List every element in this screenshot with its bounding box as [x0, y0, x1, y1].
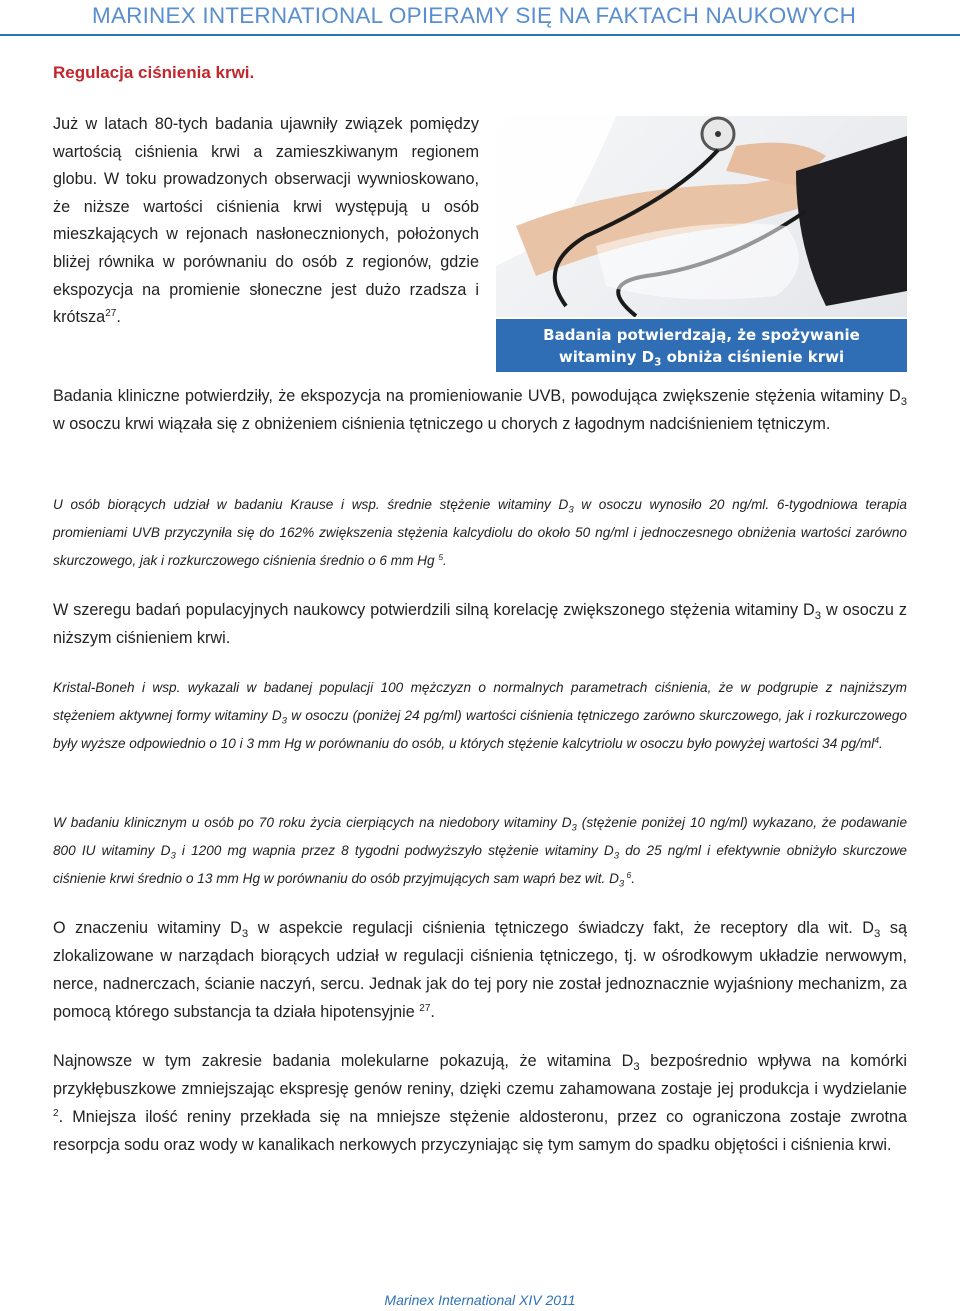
figure-caption	[496, 319, 907, 372]
caption-line-2: witaminy $D_3$ obniża ciśnienie krwi	[558, 348, 845, 369]
intro-paragraph: Już w latach 80-tych badania ujawniły związek pomiędzy wartością ciśnienia krwi a zamieszkiwanym regionem globu. W toku prowadzonych obserwacji wywnioskowano, że niższe wartości ciśnienia krwi występują u osób mieszkających w rejonach nasłonecznionych, położonych bliżej równika w porównaniu do osób z regionów, gdzie ekspozycja na promienie słoneczne jest dużo rzadsza i krótsza$^{27}$.	[53, 115, 479, 327]
paragraph-3: W szeregu badań populacyjnych naukowcy potwierdzili silną korelację zwiększonego stężenia witaminy $D_3$ w osoczu z niższym ciśnieniem krwi.	[53, 601, 907, 647]
blood-pressure-illustration	[496, 116, 907, 317]
paragraph-4: Kristal-Boneh i wsp. wykazali w badanej populacji 100 mężczyzn o normalnych parametrach ciśnienia, że w podgrupie z najniższym stężeniem aktywnej formy witaminy $D_3$ w osoczu (poniżej 24 pg/ml) wartości ciśnienia tętniczego zarówno skurczowego, jak i rozkurczowego były wyższe odpowiednio o 10 i 3 mm Hg w porównaniu do osób, u których stężenie kalcytriolu w osoczu było powyżej wartości 34 $pg/ml^4$.	[53, 680, 907, 751]
page-footer: Marinex International XIV 2011	[384, 1292, 576, 1308]
paragraph-2: U osób biorących udział w badaniu Krause i wsp. średnie stężenie witaminy $D_3$ w osoczu wynosiło 20 ng/ml. 6-tygodniowa terapia promieniami UVB przyczyniła się do 162% zwiększenia stężenia kalcydiolu do około 50 ng/ml i jednoczesnego obniżenia wartości zarówno skurczowego, jak i rozkurczowego ciśnienia średnio o 6 mm Hg $^5$.	[53, 497, 907, 568]
paragraph-7: Najnowsze w tym zakresie badania molekularne pokazują, że witamina $D_3$ bezpośrednio wpływa na komórki przykłębuszkowe zmniejszając ekspresję genów reniny, dzięki czemu zahamowana zostaje jej produkcja i wydzielanie $^2$. Mniejsza ilość reniny przekłada się na mniejsze stężenie aldosteronu, przez co ograniczona zostaje zwrotna resorpcja sodu oraz wody w kanalikach nerkowych przyczyniając się tym samym do spadku objętości i ciśnienia krwi.	[53, 1052, 907, 1154]
paragraph-1: Badania kliniczne potwierdziły, że ekspozycja na promieniowanie UVB, powodująca zwiększenie stężenia witaminy $D_3$ w osoczu krwi wiązała się z obniżeniem ciśnienia tętniczego u chorych z łagodnym nadciśnieniem tętniczym.	[53, 387, 907, 433]
paragraph-5: W badaniu klinicznym u osób po 70 roku życia cierpiących na niedobory witaminy $D_3$ (stężenie poniżej 10 ng/ml) wykazano, że podawanie 800 IU witaminy $D_3$ i 1200 mg wapnia przez 8 tygodni podwyższyło stężenie witaminy $D_3$ do 25 ng/ml i efektywnie obniżyło skurczowe ciśnienie krwi średnio o 13 mm Hg w porównaniu do osób przyjmujących sam wapń bez wit. $D_3$ $^6$.	[53, 815, 907, 890]
header-title: MARINEX INTERNATIONAL OPIERAMY SIĘ NA FAKTACH NAUKOWYCH	[92, 3, 857, 28]
section-title: Regulacja ciśnienia krwi.	[53, 63, 255, 82]
page-header	[0, 0, 960, 36]
gauge-center-shape	[715, 131, 721, 137]
caption-line-1: Badania potwierdzają, że spożywanie	[543, 326, 860, 344]
intro-reference: 27	[105, 308, 117, 320]
blood-pressure-figure	[496, 116, 907, 372]
blood-pressure-photo	[496, 116, 907, 317]
paragraph-6: O znaczeniu witaminy $D_3$ w aspekcie regulacji ciśnienia tętniczego świadczy fakt, że receptory dla wit. $D_3$ są zlokalizowane w narządach biorących udział w regulacji ciśnienia tętniczego, tj. w ośrodkowym układzie nerwowym, nerce, nadnerczach, ścianie naczyń, sercu. Jednak jak do tej pory nie został jednoznacznie wyjaśniony mechanizm, za pomocą którego substancja ta działa hipotensyjnie $^{27}$.	[53, 919, 907, 1021]
